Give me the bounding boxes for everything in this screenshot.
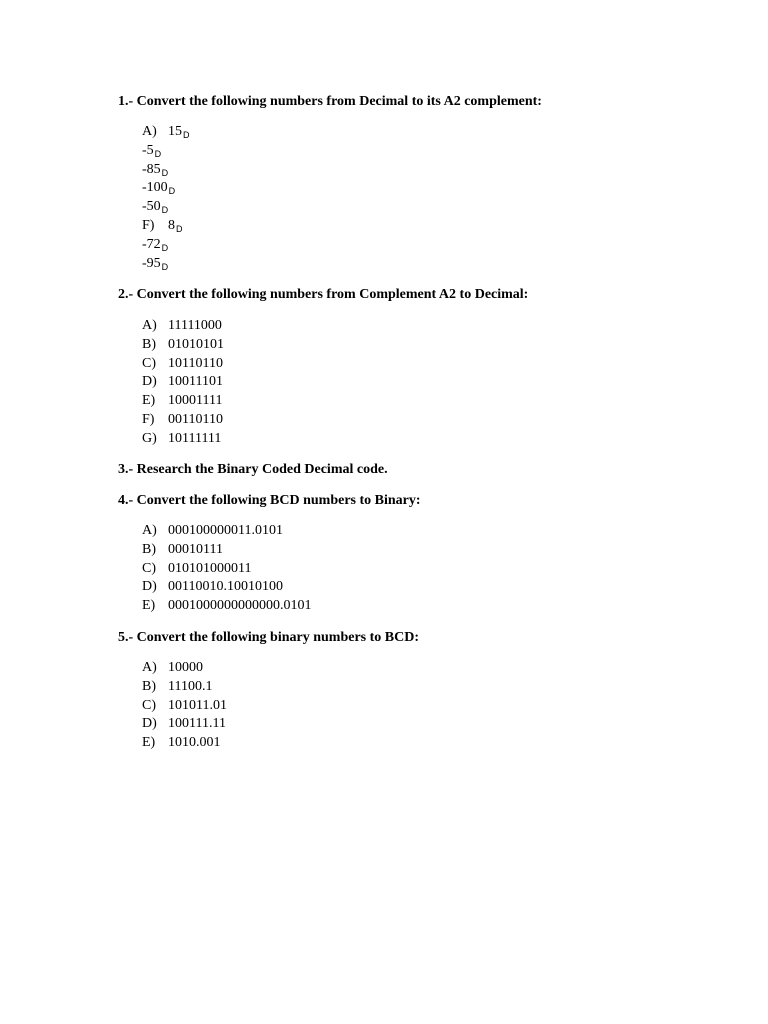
list-item [142,198,190,217]
question-5-title: 5.- Convert the following binary numbers to BCD: [118,630,419,645]
subscript-base: D [176,223,183,234]
item-value: 10011101 [168,374,223,390]
item-marker: G) [142,430,157,446]
item-value: 1010.001 [168,735,221,751]
item-marker: D) [142,374,157,390]
list-item [142,734,227,753]
list-item [142,373,224,392]
question-4-title: 4.- Convert the following BCD numbers to Binary: [118,493,421,508]
subscript-base: D [161,261,169,272]
item-marker: B) [142,541,156,557]
item-marker: E) [142,393,156,409]
question-1-title: 1.- Convert the following numbers from Decimal to its A2 complement: [118,94,542,109]
list-item [142,411,224,430]
question-3-title: 3.- Research the Binary Coded Decimal code. [118,462,388,477]
item-marker: D) [142,716,157,732]
list-item [142,560,312,579]
item-value: -50 [142,199,161,215]
subscript-base: D [161,242,169,253]
list-item [142,392,224,411]
list-item [142,179,190,198]
question-2-list [142,317,224,449]
item-value: 10110110 [168,355,223,371]
item-value: -85 [142,161,161,177]
subscript-base: D [161,167,169,178]
list-item [142,236,190,255]
list-item [142,522,312,541]
list-item [142,659,227,678]
item-value: 8 [168,217,175,233]
item-marker: C) [142,355,156,371]
item-marker: E) [142,598,156,614]
item-value: 01010101 [168,336,224,352]
list-item [142,142,190,161]
list-item [142,430,224,449]
subscript-base: D [183,130,190,140]
item-value: 11100.1 [168,678,213,694]
item-value: 0001000000000000.0101 [168,598,312,614]
list-item [142,161,190,180]
list-item [142,317,224,336]
item-value: 00010111 [168,541,223,557]
question-4-list [142,522,312,616]
subscript-base: D [161,205,169,216]
item-marker: C) [142,697,156,713]
item-value: -100 [142,180,168,196]
item-value: 101011.01 [168,697,227,713]
item-value: -95 [142,255,161,271]
item-value: 00110110 [168,411,223,427]
item-value: 10001111 [168,393,223,409]
list-item [142,715,227,734]
list-item [142,578,312,597]
subscript-base: D [168,186,176,197]
item-value: 000100000011.0101 [168,523,283,538]
list-item [142,541,312,560]
item-value: -72 [142,236,161,252]
item-marker: A) [142,318,157,333]
list-item [142,678,227,697]
item-marker: A) [142,523,157,538]
item-value: -5 [142,142,154,158]
item-marker: D) [142,579,157,595]
list-item [142,355,224,374]
item-value: 10111111 [168,430,222,446]
item-value: 11111000 [168,318,222,333]
item-value: 00110010.10010100 [168,579,283,595]
item-marker: F) [142,217,155,233]
item-value: 010101000011 [168,560,252,576]
item-value: 15 [168,124,182,139]
list-item [142,336,224,355]
list-item [142,217,190,236]
item-marker: A) [142,660,157,675]
item-marker: A) [142,124,157,139]
list-item [142,123,190,142]
subscript-base: D [154,148,162,159]
question-1-list [142,123,190,273]
item-marker: E) [142,735,156,751]
question-2-title: 2.- Convert the following numbers from Complement A2 to Decimal: [118,287,529,302]
item-marker: B) [142,678,156,694]
item-marker: B) [142,336,156,352]
list-item [142,597,312,616]
question-5-list [142,659,227,753]
item-value: 10000 [168,660,203,675]
list-item [142,255,190,274]
list-item [142,697,227,716]
item-value: 100111.11 [168,716,226,732]
item-marker: F) [142,411,155,427]
item-marker: C) [142,560,156,576]
